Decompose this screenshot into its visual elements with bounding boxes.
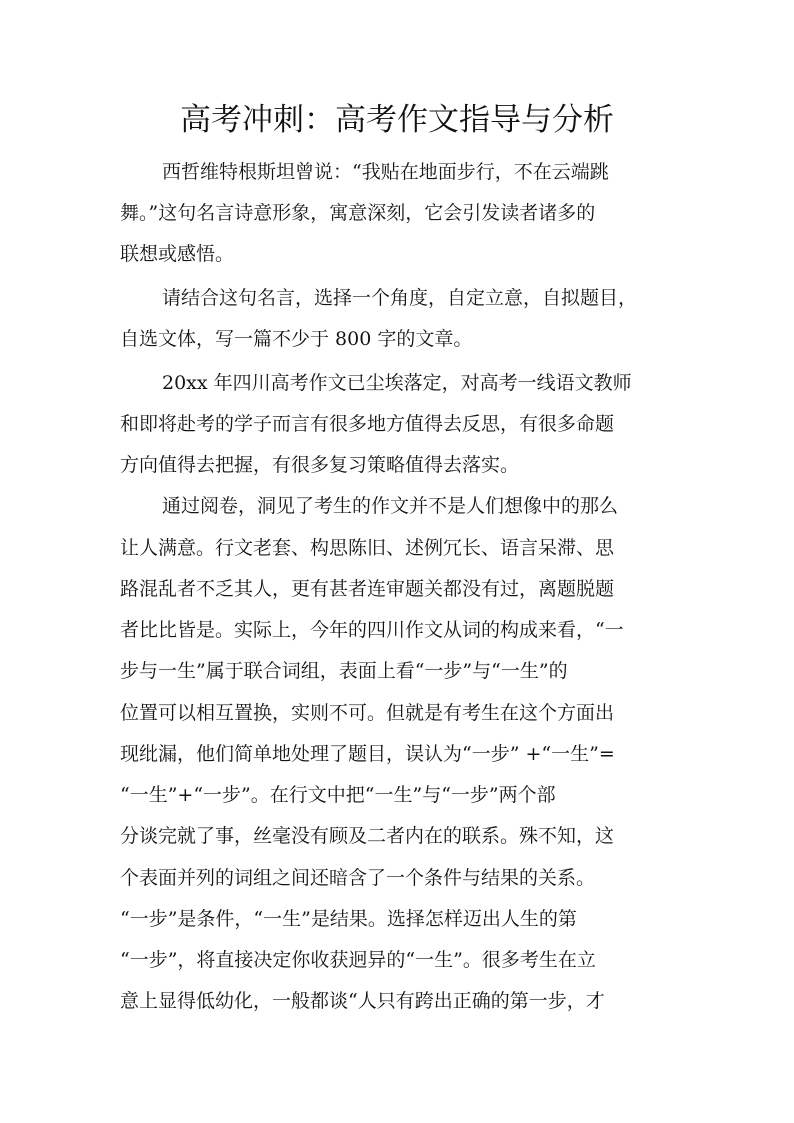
text-line: 通过阅卷，洞见了考生的作文并不是人们想像中的那么 bbox=[162, 495, 619, 517]
text-line: 舞。”这句名言诗意形象，寓意深刻，它会引发读者诸多的 bbox=[120, 202, 596, 224]
text-line: 分谈完就了事，丝毫没有顾及二者内在的联系。殊不知，这 bbox=[120, 825, 615, 847]
text-line: 方向值得去把握，有很多复习策略值得去落实。 bbox=[120, 454, 520, 476]
text-line: 步与一生”属于联合词组，表面上看“一步”与“一生”的 bbox=[120, 660, 568, 682]
text-line: “一步”，将直接决定你收获迥异的“一生”。很多考生在立 bbox=[120, 949, 596, 971]
text-line: 请结合这句名言，选择一个角度，自定立意，自拟题目， bbox=[162, 287, 638, 309]
text-line: 让人满意。行文老套、构思陈旧、述例冗长、语言呆滞、思 bbox=[120, 537, 615, 559]
document-title: 高考冲刺：高考作文指导与分析 bbox=[180, 102, 614, 138]
text-line: 路混乱者不乏其人，更有甚者连审题关都没有过，离题脱题 bbox=[120, 578, 615, 600]
text-line: 位置可以相互置换，实则不可。但就是有考生在这个方面出 bbox=[120, 702, 615, 724]
text-line: 20xx 年四川高考作文已尘埃落定，对高考一线语文教师 bbox=[162, 372, 632, 394]
text-line: 个表面并列的词组之间还暗含了一个条件与结果的关系。 bbox=[120, 867, 596, 889]
text-line: 西哲维特根斯坦曾说：“我贴在地面步行，不在云端跳 bbox=[162, 161, 609, 183]
text-line: 现纰漏，他们简单地处理了题目，误认为“一步” +“一生”= bbox=[120, 743, 615, 765]
text-line: 联想或感悟。 bbox=[120, 243, 235, 265]
text-line: 意上显得低幼化，一般都谈“人只有跨出正确的第一步，才 bbox=[120, 990, 605, 1012]
text-line: 自选文体，写一篇不少于 800 字的文章。 bbox=[120, 328, 473, 350]
text-line: 者比比皆是。实际上，今年的四川作文从词的构成来看，“一 bbox=[120, 619, 624, 641]
text-line: “一步”是条件，“一生”是结果。选择怎样迈出人生的第 bbox=[120, 908, 577, 930]
text-line: “一生”+“一步”。在行文中把“一生”与“一步”两个部 bbox=[120, 784, 556, 806]
text-line: 和即将赴考的学子而言有很多地方值得去反思，有很多命题 bbox=[120, 413, 615, 435]
